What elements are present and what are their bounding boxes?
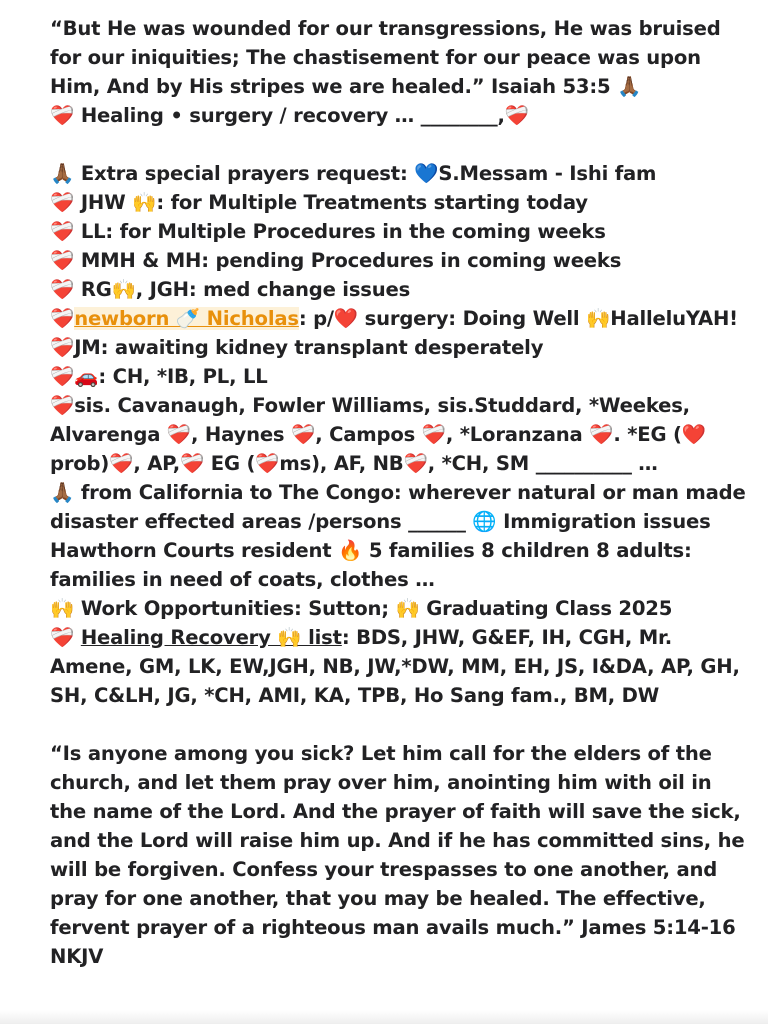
note-body[interactable] <box>50 14 750 971</box>
verse-isaiah: “But He was wounded for our transgressions, He was bruised for our iniquities; The chastisement for our peace was upon Him, And by His stripes we are healed.” Isaiah 53:5 🙏🏾 <box>50 17 721 98</box>
newborn-status: : p/❤️ surgery: Doing Well 🙌HalleluYAH! <box>298 307 738 330</box>
prayer-item-jhw: ❤️‍🩹 JHW 🙌: for Multiple Treatments starting today <box>50 191 588 214</box>
prayer-item-newborn <box>50 304 750 333</box>
blank-line <box>50 710 750 739</box>
healing-recovery-label: Healing Recovery 🙌 list <box>80 626 342 649</box>
prayer-item-rg: ❤️‍🩹 RG🙌, JGH: med change issues <box>50 278 411 301</box>
disaster-paragraph: 🙏🏾 from California to The Congo: wherever natural or man made disaster effected areas /persons ______ 🌐 Immigration issues Hawthorn Courts resident 🔥 5 families 8 children 8 adults: families in need of coats, clothes … <box>50 481 746 591</box>
bottom-fade <box>0 1010 768 1024</box>
extra-special-request: 🙏🏾 Extra special prayers request: 💙S.Messam - Ishi fam <box>50 162 657 185</box>
prayer-item-ll: ❤️‍🩹 LL: for Multiple Procedures in the coming weeks <box>50 220 606 243</box>
recovery-names: : BDS, JHW, G&EF, IH, CGH, Mr. Amene, GM, LK, EW,JGH, NB, JW,*DW, MM, EH, JS, I&DA, AP, GH, SH, C&LH, JG, *CH, AMI, KA, TPB, Ho Sang fam., BM, DW <box>50 626 740 707</box>
names-paragraph: ❤️‍🩹sis. Cavanaugh, Fowler Williams, sis.Studdard, *Weekes, Alvarenga ❤️‍🩹, Haynes ❤️‍🩹, Campos ❤️‍🩹, *Loranzana ❤️‍🩹. *EG (❤️prob)❤️‍🩹, AP,❤️‍🩹 EG (❤️‍🩹ms), AF, NB❤️‍🩹, *CH, SM __________ … <box>50 394 706 475</box>
prayer-item-car: ❤️‍🩹🚗: CH, *IB, PL, LL <box>50 365 268 388</box>
mention-newborn-nicholas[interactable]: newborn 🍼 Nicholas <box>74 307 299 330</box>
newborn-prefix: ❤️‍🩹 <box>50 307 75 330</box>
healing-recovery-list <box>50 623 750 710</box>
prayer-item-jm: ❤️‍🩹JM: awaiting kidney transplant desperately <box>50 336 544 359</box>
blank-line <box>50 130 750 159</box>
verse-james: “Is anyone among you sick? Let him call for the elders of the church, and let them pray over him, anointing him with oil in the name of the Lord. And the prayer of faith will save the sick, and the Lord will raise him up. And if he has committed sins, he will be forgiven. Confess your trespasses to one another, and pray for one another, that you may be healed. The effective, fervent prayer of a righteous man avails much.” James 5:14-16 NKJV <box>50 742 745 968</box>
prayer-item-mmh: ❤️‍🩹 MMH & MH: pending Procedures in coming weeks <box>50 249 622 272</box>
healing-header: ❤️‍🩹 Healing • surgery / recovery … ________,❤️‍🩹 <box>50 104 529 127</box>
recovery-prefix: ❤️‍🩹 <box>50 626 81 649</box>
work-opportunities: 🙌 Work Opportunities: Sutton; 🙌 Graduating Class 2025 <box>50 597 673 620</box>
